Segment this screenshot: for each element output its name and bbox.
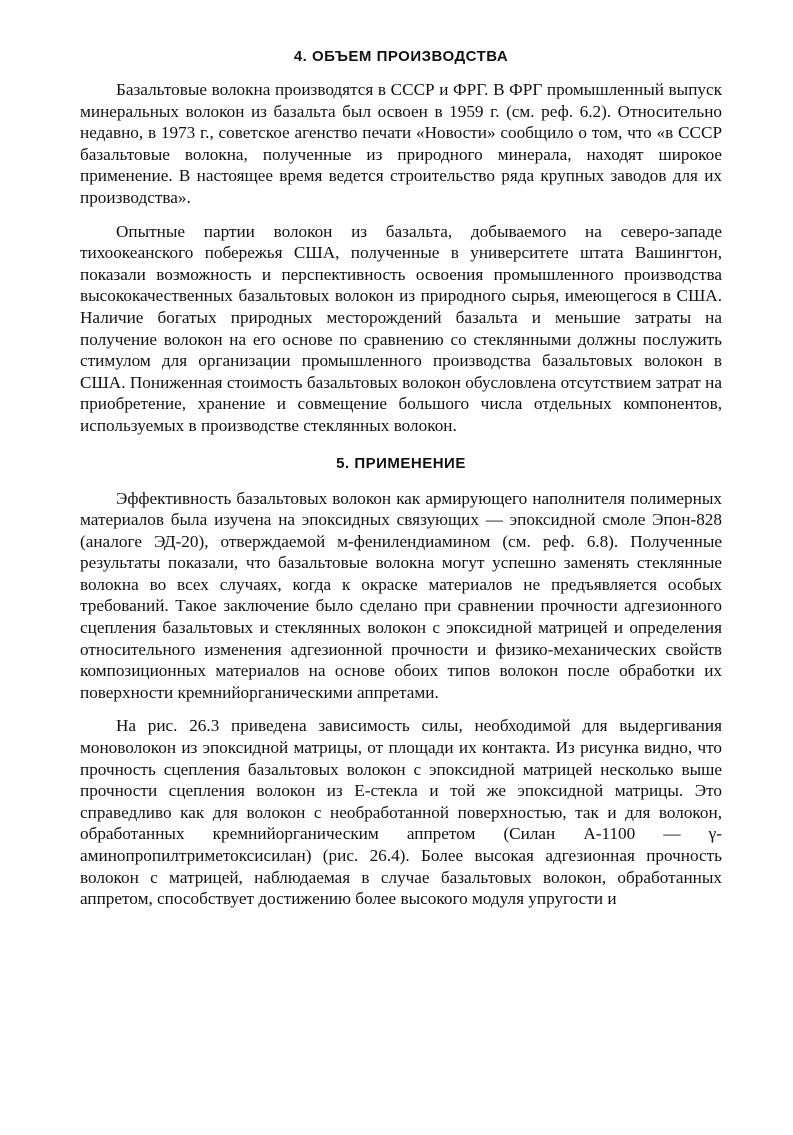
paragraph-3: Эффективность базальтовых волокон как армирующего наполнителя полимерных материалов была изучена на эпоксидных связующих — эпоксидной смоле Эпон-828 (аналоге ЭД-20), отверждаемой м-фенилендиамином (см. реф. 6.8). Полученные результаты показали, что базальтовые волокна могут успешно заменять стеклянные волокна во всех случаях, когда к окраске материалов не предъявляется особых требований. Такое заключение было сделано при сравнении прочности адгезионного сцепления базальтовых и стеклянных волокон с эпоксидной матрицей и определения относительного изменения адгезионной прочности и физико-механических свойств композиционных материалов на основе обоих типов волокон после обработки их поверхности кремнийорганическими аппретами. (80, 488, 722, 702)
paragraph-4: На рис. 26.3 приведена зависимость силы, необходимой для выдергивания моноволокон из эпоксидной матрицы, от площади их контакта. Из рисунка видно, что прочность сцепления базальтовых волокон с эпоксидной матрицей несколько выше прочности сцепления волокон из Е-стекла и той же эпоксидной матрицы. Это справедливо как для волокон с необработанной поверхностью, так и для волокон, обработанных кремнийорганическим аппретом (Силан А-1100 — γ-аминопропилтриметоксисилан) (рис. 26.4). Более высокая адгезионная прочность волокон с матрицей, наблюдаемая в случае базальтовых волокон, обработанных аппретом, способствует достижению более высокого модуля упругости и (80, 716, 722, 909)
paragraph-2: Опытные партии волокон из базальта, добываемого на северо-западе тихоокеанского побережья США, полученные в университете штата Вашингтон, показали возможность и перспективность освоения промышленного производства высококачественных базальтовых волокон из природного сырья, имеющегося в США. Наличие богатых природных месторождений базальта и меньшие затраты на получение волокон на его основе по сравнению со стеклянными должны послужить стимулом для организации промышленного производства базальтовых волокон в США. Пониженная стоимость базальтовых волокон обусловлена отсутствием затрат на приобретение, хранение и совмещение большого числа отдельных компонентов, используемых в производстве стеклянных волокон. (80, 221, 722, 435)
document-page (80, 40, 722, 922)
section-heading-production-volume: 4. ОБЪЕМ ПРОИЗВОДСТВА (293, 48, 509, 65)
paragraph-1: Базальтовые волокна производятся в СССР и ФРГ. В ФРГ промышленный выпуск минеральных волокон из базальта был освоен в 1959 г. (см. реф. 6.2). Относительно недавно, в 1973 г., советское агенство печати «Новости» сообщило о том, что «в СССР базальтовые волокна, полученные из природного минерала, находят широкое применение. В настоящее время ведется строительство ряда крупных заводов для их производства». (80, 80, 722, 207)
section-heading-application: 5. ПРИМЕНЕНИЕ (336, 454, 466, 472)
